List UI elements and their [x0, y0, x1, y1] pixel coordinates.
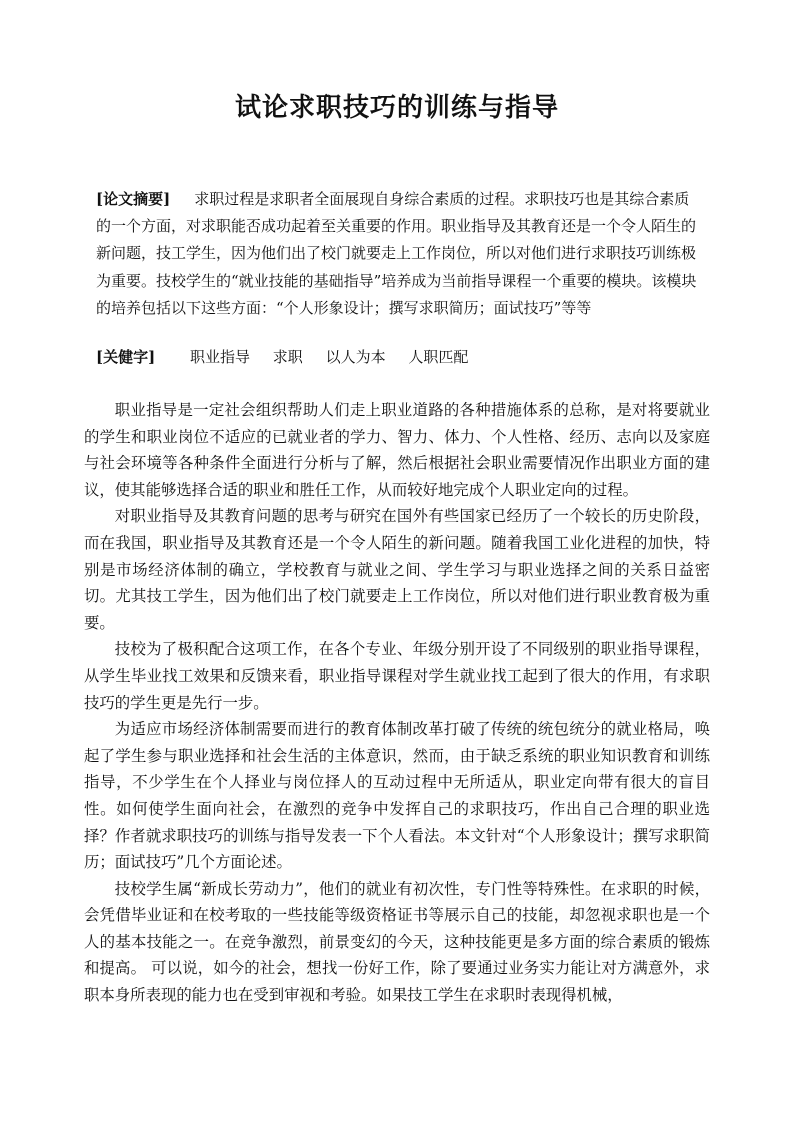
abstract-paragraph [96, 186, 700, 322]
document-title: 试论求职技巧的训练与指导 [234, 93, 559, 123]
keywords-label: [关健字] [96, 348, 156, 366]
keyword: 职业指导 [189, 348, 250, 366]
keyword: 以人为本 [325, 348, 386, 366]
abstract-label: [论文摘要] [96, 190, 171, 208]
keyword: 人职匹配 [408, 348, 469, 366]
body-paragraph: 技校为了极积配合这项工作，在各个专业、年级分别开设了不同级别的职业指导课程，从学生毕业找工效果和反馈来看，职业指导课程对学生就业找工起到了很大的作用，有求职技巧的学生更是先行一步。 [84, 640, 710, 712]
body-text [84, 397, 710, 1009]
abstract-text: 求职过程是求职者全面展现自身综合素质的过程。求职技巧也是其综合素质的一个方面，对求职能否成功起着至关重要的作用。职业指导及其教育还是一个令人陌生的新问题，技工学生，因为他们出了校门就要走上工作岗位，所以对他们进行求职技巧训练极为重要。技校学生的“就业技能的基础指导”培养成为当前指导课程一个重要的模块。该模块的培养包括以下这些方面：“个人形象设计；撰写求职简历；面试技巧”等等 [96, 190, 697, 317]
body-paragraph: 对职业指导及其教育问题的思考与研究在国外有些国家已经历了一个较长的历史阶段，而在我国，职业指导及其教育还是一个令人陌生的新问题。随着我国工业化进程的加快，特别是市场经济体制的确立，学校教育与就业之间、学生学习与职业选择之间的关系日益密切。尤其技工学生，因为他们出了校门就要走上工作岗位，所以对他们进行职业教育极为重要。 [84, 507, 710, 632]
body-paragraph: 为适应市场经济体制需要而进行的教育体制改革打破了传统的统包统分的就业格局，唤起了学生参与职业选择和社会生活的主体意识，然而，由于缺乏系统的职业知识教育和训练指导，不少学生在个人择业与岗位择人的互动过程中无所适从，职业定向带有很大的盲目性。如何使学生面向社会，在激烈的竞争中发挥自己的求职技巧，作出自己合理的职业选择？作者就求职技巧的训练与指导发表一下个人看法。本文针对“个人形象设计；撰写求职简历；面试技巧”几个方面论述。 [84, 720, 710, 872]
body-paragraph: 职业指导是一定社会组织帮助人们走上职业道路的各种措施体系的总称，是对将要就业的学生和职业岗位不适应的已就业者的学力、智力、体力、个人性格、经历、志向以及家庭与社会环境等各种条件全面进行分析与了解，然后根据社会职业需要情况作出职业方面的建议，使其能够选择合适的职业和胜任工作，从而较好地完成个人职业定向的过程。 [84, 401, 710, 499]
keyword: 求职 [272, 348, 303, 366]
body-paragraph: 技校学生属“新成长劳动力”，他们的就业有初次性，专门性等特殊性。在求职的时候，会凭借毕业证和在校考取的一些技能等级资格证书等展示自己的技能，却忽视求职也是一个人的基本技能之一。在竞争激烈，前景变幻的今天，这种技能更是多方面的综合素质的锻炼和提高。 可以说，如今的社会，想找一份好工作，除了要通过业务实力能让对方满意外，求职本身所表现的能力也在受到审视和考验。如果技工学生在求职时表现得机械， [84, 879, 710, 1005]
keywords-section [96, 344, 700, 371]
abstract-section [96, 186, 700, 322]
